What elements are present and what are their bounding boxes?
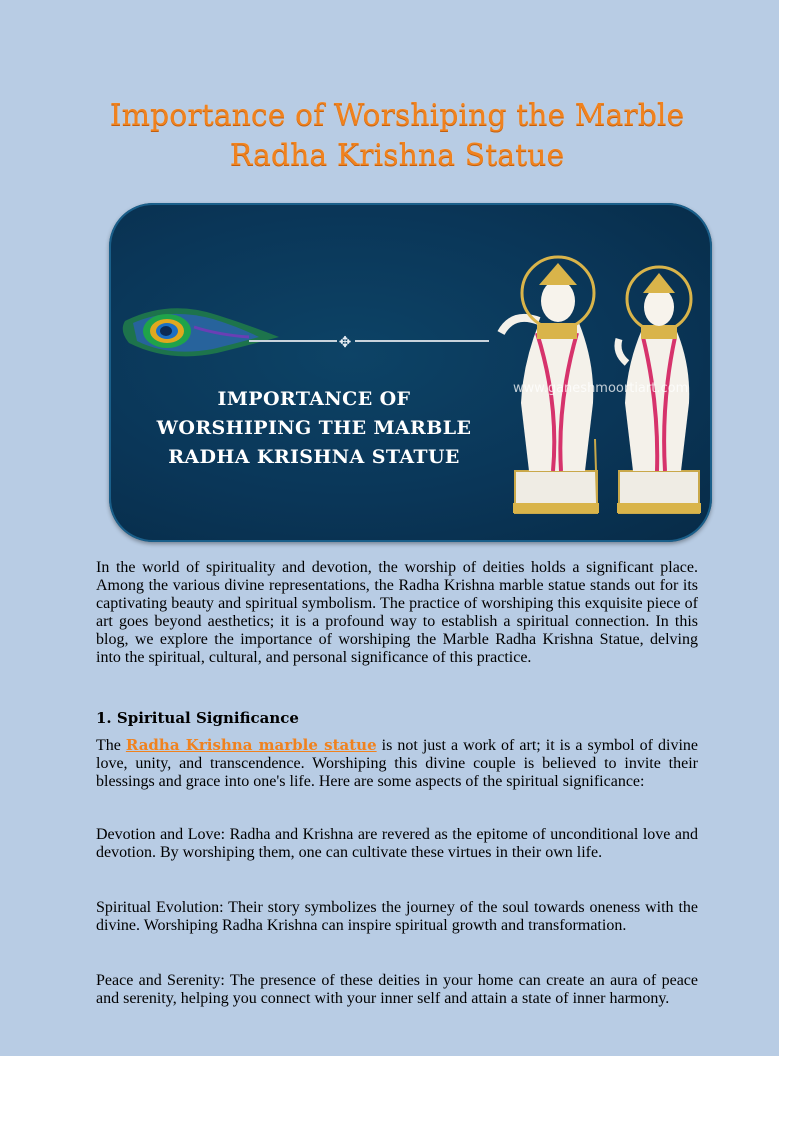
- banner-line-1: IMPORTANCE OF: [217, 388, 411, 410]
- paragraph-prefix: The: [96, 737, 126, 754]
- banner-line-3: RADHA KRISHNA STATUE: [168, 446, 460, 468]
- peacock-feather-icon: [123, 308, 279, 356]
- statue-link[interactable]: Radha Krishna marble statue: [125, 736, 377, 754]
- point-spiritual-evolution: Spiritual Evolution: Their story symbolizes the journey of the soul towards oneness with the divine. Worshiping Radha Krishna can inspire spiritual growth and transformation.: [96, 899, 698, 934]
- banner-line-2: WORSHIPING THE MARBLE: [156, 417, 472, 439]
- banner-artwork: [109, 203, 712, 542]
- intro-paragraph: In the world of spirituality and devotion, the worship of deities holds a significant place. Among the various divine representations, the Radha Krishna marble statue stands out for its captivating beauty and spiritual symbolism. The practice of worshiping this exquisite piece of art goes beyond aesthetics; it is a profound way to establish a spiritual connection. In this blog, we explore the importance of worshiping the Marble Radha Krishna Statue, delving into the spiritual, cultural, and personal significance of this practice.: [96, 559, 698, 666]
- point-peace-serenity: Peace and Serenity: The presence of these deities in your home can create an aura of peace and serenity, helping you connect with your inner self and attain a state of inner harmony.: [96, 972, 698, 1007]
- banner-image: [109, 203, 712, 542]
- title-line-1: Importance of Worshiping the Marble: [109, 98, 685, 133]
- page-title: [60, 96, 734, 176]
- banner-heading: [149, 385, 479, 472]
- section-paragraph: [96, 736, 698, 791]
- watermark-text: www.ganeshmoortiart.com: [513, 381, 689, 396]
- paragraph-suffix: is not just a work of art; it is a symbol of divine love, unity, and transcendence. Worshiping this divine couple is believed to invite their blessings and grace into one's life. Here are some aspects of the spiritual significance:: [96, 737, 698, 790]
- ornament-glyph: ✥: [338, 333, 352, 351]
- point-devotion-love: Devotion and Love: Radha and Krishna are revered as the epitome of unconditional love and devotion. By worshiping them, one can cultivate these virtues in their own life.: [96, 826, 698, 861]
- title-line-2: Radha Krishna Statue: [229, 138, 565, 173]
- section-heading: 1. Spiritual Significance: [96, 709, 299, 727]
